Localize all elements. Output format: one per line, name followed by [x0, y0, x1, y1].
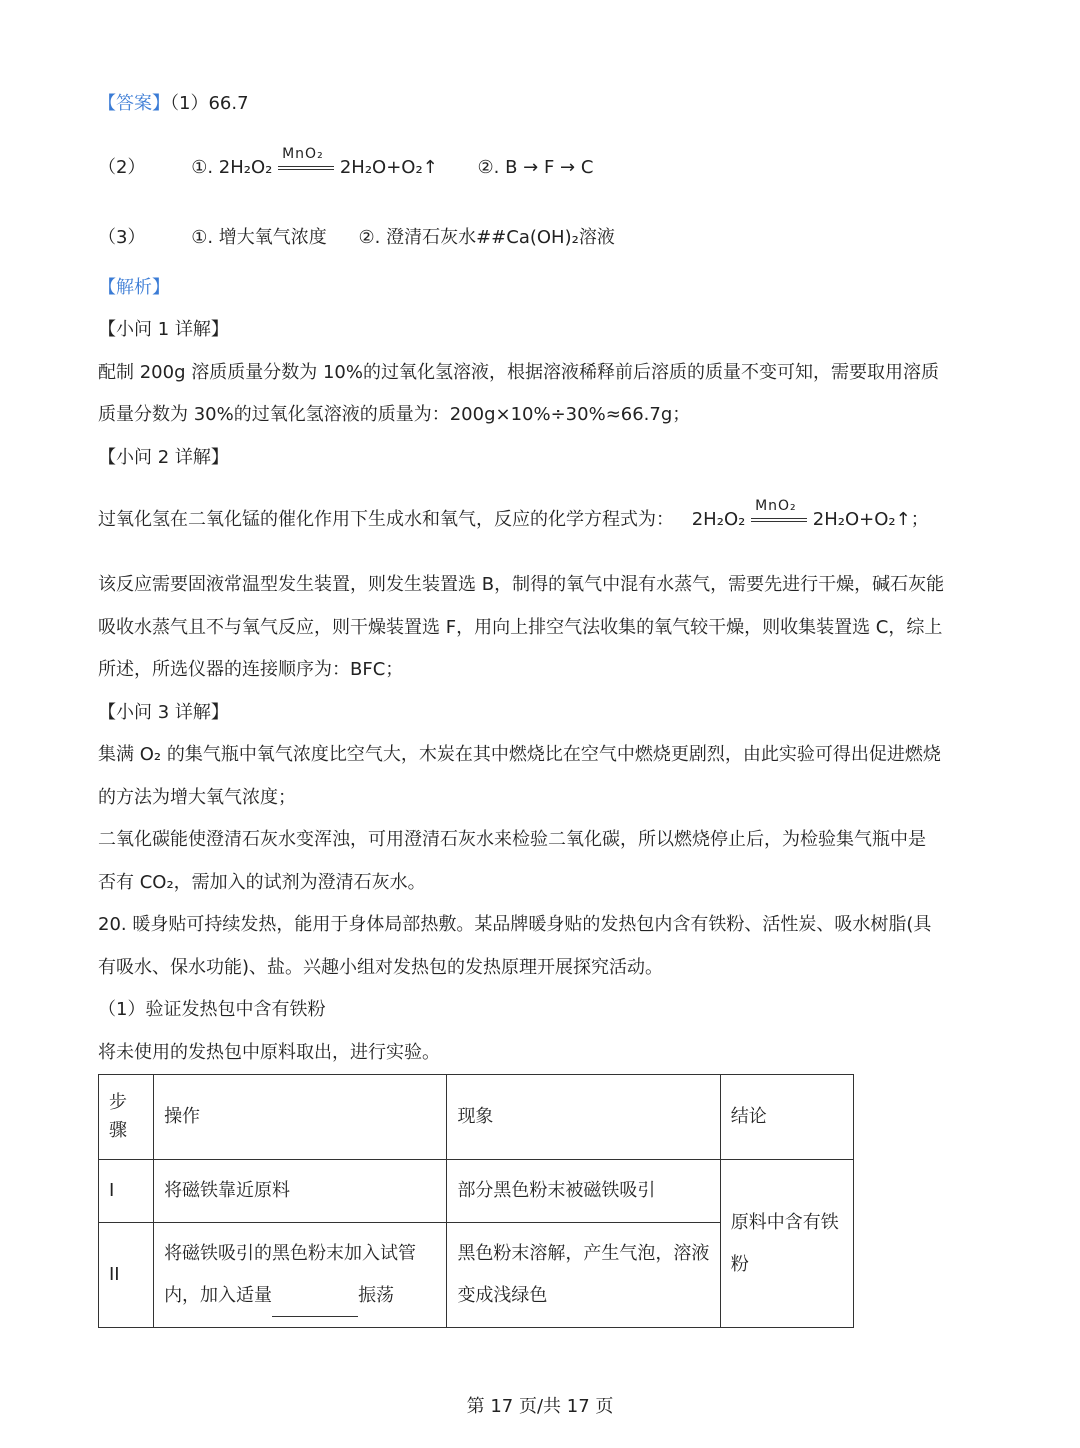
- conclusion-cell: 原料中含有铁粉: [720, 1160, 853, 1328]
- q20-sub1: （1）验证发热包中含有铁粉: [98, 999, 326, 1020]
- subq2-eq-right: 2H₂O+O₂↑；: [812, 509, 929, 530]
- experiment-table: [98, 1074, 854, 1328]
- answer-q2-products: 2H₂O+O₂↑: [339, 157, 438, 178]
- answer-line-1: [98, 92, 249, 116]
- q20-line-1: 20. 暖身贴可持续发热，能用于身体局部热敷。某品牌暖身贴的发热包内含有铁粉、活性炭、吸水树脂(具: [98, 914, 932, 935]
- row2-operation-text: 将磁铁吸引的黑色粉末加入试管内，加入适量: [164, 1243, 417, 1306]
- subq2-eq-left: 2H₂O₂: [691, 509, 746, 530]
- subq1-line-2: 质量分数为 30%的过氧化氢溶液的质量为：200g×10%÷30%≈66.7g；: [98, 404, 691, 425]
- subq2-line-4: 所述，所选仪器的连接顺序为：BFC；: [98, 659, 404, 680]
- subq3-line-3: 二氧化碳能使澄清石灰水变浑浊，可用澄清石灰水来检验二氧化碳，所以燃烧停止后，为检验集气瓶中是: [98, 829, 926, 850]
- subq3-line-2: 的方法为增大氧气浓度；: [98, 787, 296, 808]
- header-conclusion: 结论: [720, 1075, 853, 1160]
- answer-q1: （1）66.7: [170, 93, 249, 114]
- subq2-line-1: 过氧化氢在二氧化锰的催化作用下生成水和氧气，反应的化学方程式为：: [98, 509, 674, 530]
- subq3-line-1: 集满 O₂ 的集气瓶中氧气浓度比空气大，木炭在其中燃烧比在空气中燃烧更剧烈，由此实验可得出促进燃烧: [98, 744, 941, 765]
- answer-q2-catalyst: MnO₂: [282, 146, 324, 162]
- subq1-line-1: 配制 200g 溶质质量分数为 10%的过氧化氢溶液，根据溶液稀释前后溶质的质量不变可知，需要取用溶质: [98, 362, 939, 383]
- row1-operation: 将磁铁靠近原料: [154, 1160, 447, 1223]
- answer-q3-num: （3）: [98, 227, 146, 248]
- answer-tag: 【答案】: [98, 93, 170, 114]
- table-row: [99, 1160, 854, 1223]
- answer-q2-b: ②. B → F → C: [477, 157, 594, 178]
- q20-intro: 将未使用的发热包中原料取出，进行实验。: [98, 1042, 440, 1063]
- answer-q3-b: ②. 澄清石灰水##Ca(OH)₂溶液: [358, 227, 615, 248]
- analysis-tag: 【解析】: [98, 277, 170, 298]
- subq2-heading: 【小问 2 详解】: [98, 447, 229, 468]
- table-header-row: [99, 1075, 854, 1160]
- subq3-line-4: 否有 CO₂，需加入的试剂为澄清石灰水。: [98, 872, 426, 893]
- q20-line-2: 有吸水、保水功能)、盐。兴趣小组对发热包的发热原理开展探究活动。: [98, 957, 664, 978]
- answer-line-3: [98, 226, 615, 250]
- subq2-line-2: 该反应需要固液常温型发生装置，则发生装置选 B，制得的氧气中混有水蒸气，需要先进行干燥，碱石灰能: [98, 574, 945, 595]
- answer-q3-a: ①. 增大氧气浓度: [191, 227, 327, 248]
- subq2-catalyst: MnO₂: [755, 498, 797, 514]
- page-footer: 第 17 页/共 17 页: [466, 1396, 614, 1417]
- subq2-equation-arrow: [751, 498, 807, 532]
- header-step: 步骤: [99, 1075, 154, 1160]
- subq3-heading: 【小问 3 详解】: [98, 702, 229, 723]
- subq1-heading: 【小问 1 详解】: [98, 319, 229, 340]
- header-phenomenon: 现象: [447, 1075, 720, 1160]
- row2-phenomenon: 黑色粉末溶解，产生气泡，溶液变成浅绿色: [447, 1223, 720, 1328]
- answer-q2-num: （2）: [98, 157, 146, 178]
- subq2-equation-line: [98, 498, 929, 532]
- header-operation: 操作: [154, 1075, 447, 1160]
- answer-q2-equation-arrow: [278, 146, 334, 180]
- row2-operation: [154, 1223, 447, 1328]
- row2-operation-end: 振荡: [358, 1285, 395, 1306]
- answer-q2-a: ①. 2H₂O₂: [191, 157, 273, 178]
- subq2-line-3: 吸收水蒸气且不与氧气反应，则干燥装置选 F，用向上排空气法收集的氧气较干燥，则收集装置选 C，综上: [98, 617, 943, 638]
- answer-line-2: [98, 146, 594, 180]
- row1-step: I: [99, 1160, 154, 1223]
- fill-blank: [272, 1298, 358, 1317]
- row2-step: II: [99, 1223, 154, 1328]
- row1-phenomenon: 部分黑色粉末被磁铁吸引: [447, 1160, 720, 1223]
